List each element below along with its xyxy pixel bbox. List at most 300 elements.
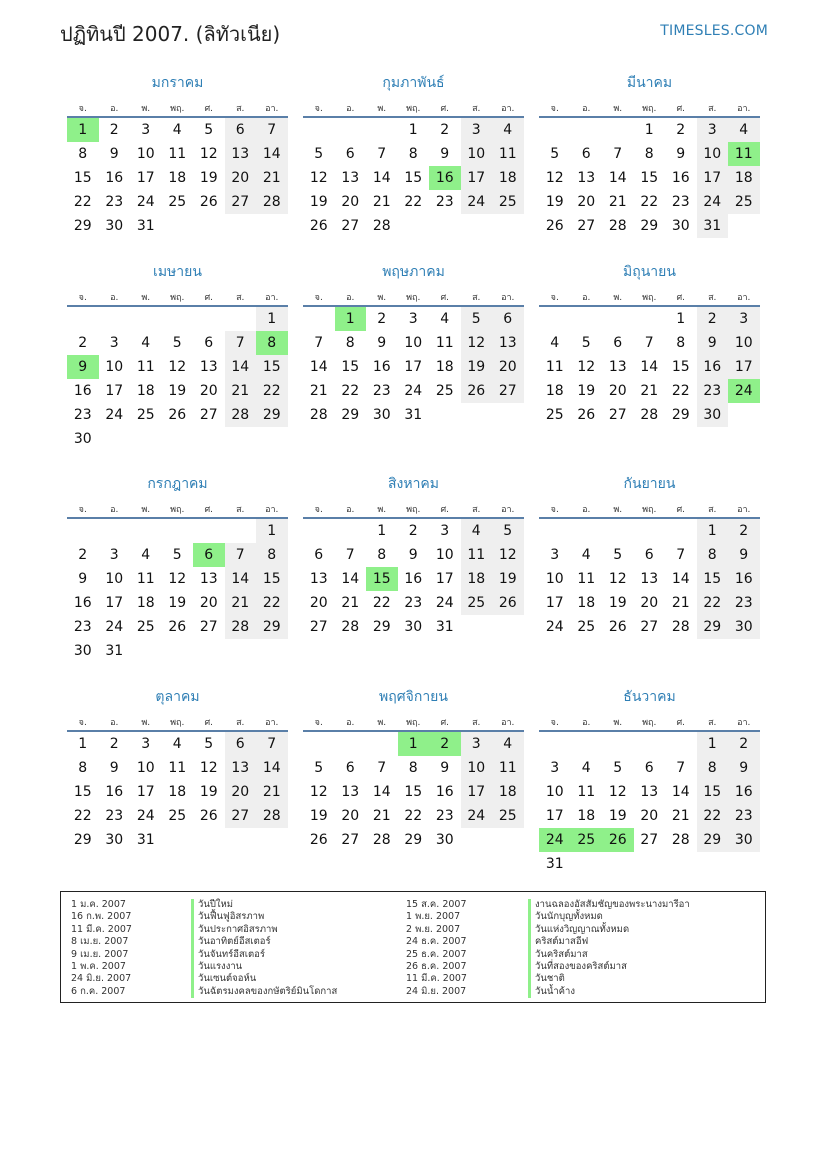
day-cell: 27 xyxy=(608,407,627,423)
day-cell: 3 xyxy=(109,547,119,563)
page-title: ปฏิทินปี 2007. (ลิทัวเนีย) xyxy=(60,22,281,46)
day-cell: 11 xyxy=(168,760,187,776)
day-cell: 24 xyxy=(404,383,423,399)
day-cell: 17 xyxy=(461,780,493,804)
day-cell: 2 xyxy=(408,523,418,539)
day-cell: 13 xyxy=(640,571,659,587)
day-cell: 26 xyxy=(199,194,218,210)
day-cell: 6 xyxy=(204,335,214,351)
weekday-header: พ. xyxy=(141,104,151,114)
day-cell: 21 xyxy=(256,780,288,804)
day-cell: 26 xyxy=(492,591,524,615)
day-cell: 8 xyxy=(78,146,88,162)
day-cell: 21 xyxy=(225,591,257,615)
day-cell: 4 xyxy=(581,760,591,776)
day-cell: 25 xyxy=(492,190,524,214)
day-cell: 13 xyxy=(199,359,218,375)
day-cell: 20 xyxy=(199,383,218,399)
day-cell: 16 xyxy=(73,595,92,611)
day-cell: 16 xyxy=(435,784,454,800)
day-cell: 4 xyxy=(172,122,182,138)
day-cell: 14 xyxy=(225,567,257,591)
weekday-header: จ. xyxy=(314,293,323,303)
day-cell: 26 xyxy=(309,832,328,848)
day-cell: 31 xyxy=(435,619,454,635)
day-cell: 6 xyxy=(644,760,654,776)
day-cell: 27 xyxy=(341,832,360,848)
holiday-date: 11 มี.ค. 2007 xyxy=(71,923,132,935)
day-cell: 29 xyxy=(73,832,92,848)
day-cell: 6 xyxy=(644,547,654,563)
weekday-header: พ. xyxy=(377,718,387,728)
day-cell: 8 xyxy=(408,146,418,162)
day-cell: 23 xyxy=(728,591,760,615)
day-cell: 28 xyxy=(372,218,391,234)
day-cell: 5 xyxy=(581,335,591,351)
day-cell: 6 xyxy=(492,307,524,331)
day-cell: 9 xyxy=(408,547,418,563)
weekday-header: อ. xyxy=(346,104,355,114)
day-cell: 22 xyxy=(671,383,690,399)
day-cell: 29 xyxy=(697,828,729,852)
day-cell: 25 xyxy=(577,619,596,635)
weekday-header: อ. xyxy=(110,104,119,114)
day-cell: 9 xyxy=(440,760,450,776)
weekday-header: พ. xyxy=(377,505,387,515)
day-cell: 7 xyxy=(314,335,324,351)
holiday-date: 15 ส.ค. 2007 xyxy=(406,899,467,910)
day-cell: 10 xyxy=(461,142,493,166)
day-cell: 16 xyxy=(728,567,760,591)
holiday-date: 9 เม.ย. 2007 xyxy=(71,948,129,960)
day-cell: 30 xyxy=(728,615,760,639)
day-cell: 7 xyxy=(377,760,387,776)
day-cell: 15 xyxy=(697,780,729,804)
day-cell: 16 xyxy=(671,170,690,186)
weekday-header: พฤ. xyxy=(170,505,185,515)
day-cell: 23 xyxy=(435,194,454,210)
day-cell: 11 xyxy=(492,756,524,780)
month-name: พฤษภาคม xyxy=(382,264,445,280)
day-cell: 1 xyxy=(377,523,387,539)
day-cell: 20 xyxy=(199,595,218,611)
month-block xyxy=(539,473,760,673)
day-cell: 27 xyxy=(225,804,257,828)
weekday-header: ส. xyxy=(236,104,245,114)
weekday-header: อา. xyxy=(501,104,515,114)
day-cell: 8 xyxy=(256,331,288,355)
weekday-rule xyxy=(67,517,288,519)
day-cell: 19 xyxy=(608,595,627,611)
day-cell: 25 xyxy=(492,804,524,828)
day-cell: 5 xyxy=(172,547,182,563)
day-cell: 6 xyxy=(613,335,623,351)
month-name: ตุลาคม xyxy=(155,689,200,705)
weekday-header: ส. xyxy=(708,104,717,114)
day-cell: 30 xyxy=(73,643,92,659)
day-cell: 23 xyxy=(105,808,124,824)
holiday-names-left xyxy=(191,899,337,998)
day-cell: 22 xyxy=(256,379,288,403)
day-cell: 5 xyxy=(314,146,324,162)
holiday-name: วันแรงงาน xyxy=(191,961,337,973)
day-cell: 10 xyxy=(105,571,124,587)
weekday-header: ศ. xyxy=(204,718,214,728)
day-cell: 13 xyxy=(341,784,360,800)
day-cell: 7 xyxy=(225,331,257,355)
day-cell: 2 xyxy=(676,122,686,138)
day-cell: 22 xyxy=(697,591,729,615)
day-cell: 17 xyxy=(435,571,454,587)
holiday-name: วันฟื้นฟูอิสรภาพ xyxy=(191,911,337,923)
day-cell: 7 xyxy=(256,118,288,142)
day-cell: 1 xyxy=(67,118,99,142)
weekday-header: จ. xyxy=(314,104,323,114)
day-cell: 2 xyxy=(728,519,760,543)
day-cell: 18 xyxy=(492,780,524,804)
day-cell: 25 xyxy=(168,194,187,210)
day-cell: 21 xyxy=(671,595,690,611)
weekday-header: ศ. xyxy=(204,104,214,114)
day-cell: 16 xyxy=(404,571,423,587)
weekday-header: อ. xyxy=(346,505,355,515)
month-block xyxy=(303,261,524,461)
day-cell: 11 xyxy=(461,543,493,567)
weekday-header: ศ. xyxy=(676,718,686,728)
weekday-header: จ. xyxy=(78,505,87,515)
holiday-date: 16 ก.พ. 2007 xyxy=(71,911,132,923)
weekday-header: ศ. xyxy=(440,293,450,303)
day-cell: 4 xyxy=(172,736,182,752)
holiday-name: วันฉัตรมงคลของกษัตริย์มินโดกาส xyxy=(191,986,337,998)
day-cell: 20 xyxy=(577,194,596,210)
holiday-dates-left xyxy=(71,899,132,998)
weekday-header: ส. xyxy=(236,505,245,515)
day-cell: 26 xyxy=(309,218,328,234)
day-cell: 28 xyxy=(671,619,690,635)
day-cell: 12 xyxy=(199,760,218,776)
day-cell: 15 xyxy=(640,170,659,186)
day-cell: 14 xyxy=(608,170,627,186)
day-cell: 26 xyxy=(608,619,627,635)
weekday-header: ส. xyxy=(472,104,481,114)
day-cell: 21 xyxy=(640,383,659,399)
weekday-header: พ. xyxy=(613,293,623,303)
holiday-date: 25 ธ.ค. 2007 xyxy=(406,948,467,960)
day-cell: 19 xyxy=(577,383,596,399)
day-cell: 18 xyxy=(577,595,596,611)
day-cell: 10 xyxy=(728,331,760,355)
day-cell: 16 xyxy=(697,355,729,379)
day-cell: 25 xyxy=(136,407,155,423)
day-cell: 8 xyxy=(697,756,729,780)
day-cell: 7 xyxy=(676,760,686,776)
day-cell: 26 xyxy=(168,407,187,423)
day-cell: 18 xyxy=(461,567,493,591)
day-cell: 15 xyxy=(256,567,288,591)
holiday-name: วันปีใหม่ xyxy=(191,899,337,911)
day-cell: 19 xyxy=(199,784,218,800)
day-cell: 10 xyxy=(136,760,155,776)
weekday-header: พ. xyxy=(377,104,387,114)
day-cell: 7 xyxy=(644,335,654,351)
day-cell: 20 xyxy=(640,595,659,611)
site-link[interactable]: TIMESLES.COM xyxy=(660,23,768,39)
day-cell: 13 xyxy=(309,571,328,587)
day-cell: 28 xyxy=(671,832,690,848)
month-block xyxy=(539,686,760,886)
day-cell: 11 xyxy=(136,571,155,587)
weekday-header: พ. xyxy=(377,293,387,303)
holiday-list xyxy=(60,891,766,1003)
day-cell: 22 xyxy=(640,194,659,210)
day-cell: 29 xyxy=(341,407,360,423)
day-cell: 23 xyxy=(435,808,454,824)
day-cell: 13 xyxy=(225,142,257,166)
weekday-header: ส. xyxy=(708,718,717,728)
day-cell: 8 xyxy=(644,146,654,162)
day-cell: 2 xyxy=(109,736,119,752)
day-cell: 12 xyxy=(199,146,218,162)
day-cell: 14 xyxy=(372,170,391,186)
day-cell: 29 xyxy=(372,619,391,635)
day-cell: 9 xyxy=(697,331,729,355)
month-name: กุมภาพันธ์ xyxy=(382,75,445,91)
month-block xyxy=(67,72,288,272)
day-cell: 24 xyxy=(136,194,155,210)
day-cell: 1 xyxy=(676,311,686,327)
day-cell: 1 xyxy=(256,519,288,543)
day-cell: 18 xyxy=(545,383,564,399)
day-cell: 30 xyxy=(105,218,124,234)
day-cell: 25 xyxy=(728,190,760,214)
weekday-header: ศ. xyxy=(676,293,686,303)
weekday-header: จ. xyxy=(314,505,323,515)
day-cell: 5 xyxy=(204,122,214,138)
day-cell: 18 xyxy=(577,808,596,824)
day-cell: 20 xyxy=(225,780,257,804)
holiday-name: วันจันทร์อีสเตอร์ xyxy=(191,949,337,961)
day-cell: 15 xyxy=(256,355,288,379)
day-cell: 19 xyxy=(492,567,524,591)
day-cell: 13 xyxy=(199,571,218,587)
weekday-header: อา. xyxy=(501,293,515,303)
day-cell: 23 xyxy=(372,383,391,399)
weekday-header: อา. xyxy=(265,505,279,515)
weekday-header: จ. xyxy=(78,718,87,728)
day-cell: 22 xyxy=(404,194,423,210)
month-name: พฤศจิกายน xyxy=(379,689,448,705)
weekday-header: พฤ. xyxy=(406,104,421,114)
day-cell: 3 xyxy=(728,307,760,331)
day-cell: 30 xyxy=(73,431,92,447)
day-cell: 1 xyxy=(78,736,88,752)
month-block xyxy=(539,261,760,461)
day-cell: 5 xyxy=(613,760,623,776)
weekday-header: จ. xyxy=(314,718,323,728)
day-cell: 2 xyxy=(109,122,119,138)
day-cell: 30 xyxy=(372,407,391,423)
day-cell: 29 xyxy=(671,407,690,423)
day-cell: 14 xyxy=(256,142,288,166)
day-cell: 9 xyxy=(728,756,760,780)
day-cell: 18 xyxy=(136,595,155,611)
holiday-name: วันประกาศอิสรภาพ xyxy=(191,924,337,936)
day-cell: 12 xyxy=(461,331,493,355)
day-cell: 24 xyxy=(697,190,729,214)
weekday-header: จ. xyxy=(78,293,87,303)
day-cell: 27 xyxy=(309,619,328,635)
day-cell: 17 xyxy=(105,595,124,611)
day-cell: 2 xyxy=(728,732,760,756)
day-cell: 19 xyxy=(199,170,218,186)
day-cell: 23 xyxy=(404,595,423,611)
weekday-header: อา. xyxy=(737,293,751,303)
day-cell: 19 xyxy=(309,194,328,210)
day-cell: 31 xyxy=(105,643,124,659)
day-cell: 20 xyxy=(492,355,524,379)
day-cell: 18 xyxy=(492,166,524,190)
day-cell: 1 xyxy=(398,732,430,756)
holiday-name: วันนักบุญทั้งหมด xyxy=(528,911,690,923)
day-cell: 24 xyxy=(136,808,155,824)
day-cell: 28 xyxy=(341,619,360,635)
day-cell: 16 xyxy=(73,383,92,399)
holiday-name: วันแห่งวิญญาณทั้งหมด xyxy=(528,924,690,936)
month-name: กันยายน xyxy=(623,476,676,492)
weekday-header: ศ. xyxy=(676,104,686,114)
day-cell: 13 xyxy=(225,756,257,780)
weekday-header: อ. xyxy=(582,293,591,303)
day-cell: 20 xyxy=(225,166,257,190)
month-name: มีนาคม xyxy=(626,75,673,91)
day-cell: 15 xyxy=(366,567,398,591)
day-cell: 7 xyxy=(256,732,288,756)
holiday-date: 26 ธ.ค. 2007 xyxy=(406,960,467,972)
day-cell: 15 xyxy=(73,784,92,800)
day-cell: 26 xyxy=(199,808,218,824)
holiday-date: 1 พ.ย. 2007 xyxy=(406,911,461,923)
month-block xyxy=(303,686,524,886)
day-cell: 20 xyxy=(608,383,627,399)
day-cell: 3 xyxy=(697,118,729,142)
day-cell: 23 xyxy=(671,194,690,210)
day-cell: 22 xyxy=(697,804,729,828)
day-cell: 30 xyxy=(404,619,423,635)
day-cell: 10 xyxy=(461,756,493,780)
day-cell: 14 xyxy=(341,571,360,587)
holiday-name: งานฉลองอัสสัมชัญของพระนางมารีอา xyxy=(528,899,690,911)
day-cell: 29 xyxy=(256,615,288,639)
weekday-header: ส. xyxy=(236,293,245,303)
day-cell: 30 xyxy=(105,832,124,848)
day-cell: 31 xyxy=(136,832,155,848)
month-block xyxy=(303,473,524,673)
day-cell: 17 xyxy=(105,383,124,399)
weekday-header: ศ. xyxy=(440,104,450,114)
weekday-header: อ. xyxy=(110,293,119,303)
day-cell: 3 xyxy=(550,760,560,776)
day-cell: 4 xyxy=(141,547,151,563)
day-cell: 23 xyxy=(73,619,92,635)
day-cell: 9 xyxy=(377,335,387,351)
day-cell: 12 xyxy=(577,359,596,375)
day-cell: 2 xyxy=(429,732,461,756)
day-cell: 24 xyxy=(461,804,493,828)
day-cell: 6 xyxy=(345,760,355,776)
weekday-header: ศ. xyxy=(204,293,214,303)
day-cell: 30 xyxy=(728,828,760,852)
day-cell: 4 xyxy=(461,519,493,543)
day-cell: 24 xyxy=(105,407,124,423)
day-cell: 10 xyxy=(105,359,124,375)
day-cell: 16 xyxy=(372,359,391,375)
day-cell: 21 xyxy=(225,379,257,403)
weekday-header: ศ. xyxy=(440,718,450,728)
weekday-header: ส. xyxy=(708,293,717,303)
day-cell: 22 xyxy=(341,383,360,399)
day-cell: 24 xyxy=(728,379,760,403)
weekday-header: พ. xyxy=(141,718,151,728)
day-cell: 2 xyxy=(440,122,450,138)
day-cell: 21 xyxy=(256,166,288,190)
day-cell: 28 xyxy=(608,218,627,234)
holiday-date: 2 พ.ย. 2007 xyxy=(406,923,461,935)
weekday-header: พฤ. xyxy=(170,718,185,728)
day-cell: 16 xyxy=(429,166,461,190)
day-cell: 21 xyxy=(341,595,360,611)
weekday-header: อา. xyxy=(265,104,279,114)
day-cell: 20 xyxy=(341,194,360,210)
day-cell: 23 xyxy=(73,407,92,423)
weekday-header: อา. xyxy=(501,718,515,728)
day-cell: 9 xyxy=(440,146,450,162)
day-cell: 26 xyxy=(577,407,596,423)
day-cell: 8 xyxy=(676,335,686,351)
day-cell: 27 xyxy=(341,218,360,234)
weekday-header: อา. xyxy=(737,104,751,114)
day-cell: 7 xyxy=(676,547,686,563)
day-cell: 28 xyxy=(225,403,257,427)
day-cell: 9 xyxy=(109,760,119,776)
month-block xyxy=(67,261,288,461)
day-cell: 28 xyxy=(309,407,328,423)
weekday-header: อ. xyxy=(582,505,591,515)
weekday-header: อ. xyxy=(582,104,591,114)
day-cell: 10 xyxy=(545,571,564,587)
day-cell: 10 xyxy=(404,335,423,351)
day-cell: 6 xyxy=(581,146,591,162)
day-cell: 5 xyxy=(204,736,214,752)
holiday-name: วันเซนต์จอห์น xyxy=(191,973,337,985)
weekday-header: อา. xyxy=(501,505,515,515)
day-cell: 28 xyxy=(372,832,391,848)
day-cell: 6 xyxy=(193,543,225,567)
day-cell: 6 xyxy=(225,118,257,142)
day-cell: 14 xyxy=(309,359,328,375)
day-cell: 16 xyxy=(105,170,124,186)
day-cell: 7 xyxy=(377,146,387,162)
day-cell: 14 xyxy=(671,784,690,800)
day-cell: 31 xyxy=(404,407,423,423)
weekday-header: ศ. xyxy=(440,505,450,515)
weekday-header: อ. xyxy=(346,718,355,728)
day-cell: 18 xyxy=(136,383,155,399)
weekday-header: อ. xyxy=(110,505,119,515)
month-block xyxy=(67,686,288,886)
day-cell: 31 xyxy=(545,856,564,872)
day-cell: 19 xyxy=(545,194,564,210)
